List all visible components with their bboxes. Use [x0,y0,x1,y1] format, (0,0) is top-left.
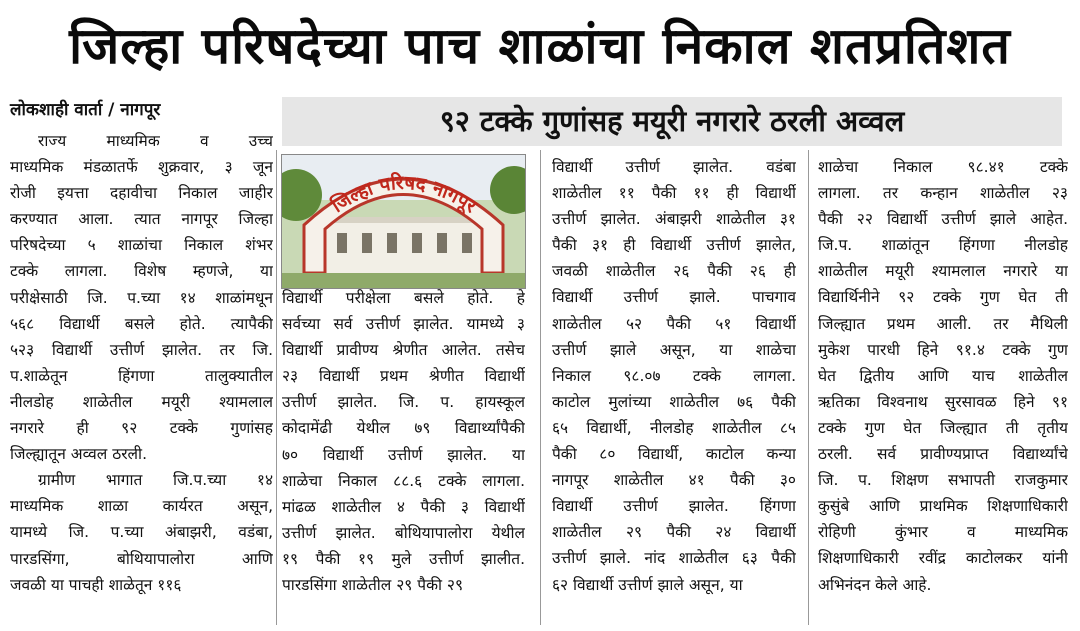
article-text-line: विद्यार्थी उत्तीर्ण झालेत. हिंगणा [552,497,796,516]
column-divider [808,150,809,625]
article-text-line: परिषदेच्या ५ शाळांचा निकाल शंभर [10,236,273,255]
article-text-line: शाळेचा निकाल ९८.४१ टक्के [818,158,1068,176]
article-text-line: लागला. तर कन्हान शाळेतील २३ [818,184,1068,203]
article-text-line: पैकी २२ विद्यार्थी उत्तीर्ण झाले आहेत. [818,210,1068,229]
article-column-2 [282,285,525,598]
article-text-line: शाळेतील ५२ पैकी ५१ विद्यार्थी [552,314,796,333]
article-text-line: पैकी ८० विद्यार्थी, काटोल कन्या [552,445,796,464]
article-text-line: कोदामेंढी येथील ७९ विद्यार्थ्यांपैकी [282,419,525,438]
article-text-line: नागपूर शाळेतील ४१ पैकी ३० [552,471,796,490]
article-text-line: पारडसिंगा शाळेतील २९ पैकी २९ [282,576,464,595]
byline: लोकशाही वार्ता / नागपूर [10,100,161,120]
article-text-line: माध्यमिक मंडळातर्फे शुक्रवार, ३ जून [10,158,273,177]
article-text-line: जिल्ह्यातून अव्वल ठरली. [10,445,147,464]
article-text-line: शाळेचा निकाल ८८.६ टक्के लागला. [282,471,525,490]
article-text-line: कुसुंबे आणि प्राथमिक शिक्षणाधिकारी [818,497,1068,516]
article-text-line: शिक्षणाधिकारी रवींद्र काटोलकर यांनी [818,549,1068,568]
article-text-line: उत्तीर्ण झालेत. बोथियापालोरा येथील [282,523,525,542]
article-text-line: घेत द्वितीय आणि याच शाळेतील [818,366,1068,385]
article-text-line: टक्के गुण घेत जिल्ह्यात ती तृतीय [818,418,1068,437]
article-text-line: १९ पैकी १९ मुले उत्तीर्ण झालीत. [282,549,525,568]
article-text-line: जवळी शाळेतील २६ पैकी २६ ही [552,262,796,281]
article-text-line: टक्के लागला. विशेष म्हणजे, या [10,262,273,281]
photo-illustration [282,155,525,288]
article-text-line: विद्यार्थी प्रावीण्य श्रेणीत आलेत. तसेच [282,341,525,360]
column-divider [540,150,541,625]
article-text-line: माध्यमिक शाळा कार्यरत असून, [10,497,273,516]
article-text-line: जि.प. शाळांतून हिंगणा नीलडोह [818,236,1068,255]
article-column-1 [10,128,273,598]
article-column-4 [818,154,1068,598]
article-column-3 [552,154,796,598]
article-text-line: शाळेतील मयूरी श्यामलाल नगरारे या [818,262,1068,281]
article-text-line: पैकी ३१ ही विद्यार्थी उत्तीर्ण झालेत, [552,236,796,255]
article-text-line: यामध्ये जि. प.च्या अंबाझरी, वडंबा, [10,523,273,542]
article-text-line: ग्रामीण भागात जि.प.च्या १४ [38,471,273,490]
article-text-line: प.शाळेतून हिंगणा तालुक्यातील [10,366,273,385]
article-text-line: निकाल ९८.०७ टक्के लागला. [552,366,796,385]
article-text-line: उत्तीर्ण झालेत. जि. प. हायस्कूल [282,393,525,412]
article-text-line: ठरली. सर्व प्रावीण्यप्राप्त विद्यार्थ्यांचे [818,445,1068,464]
article-text-line: उत्तीर्ण झालेत. अंबाझरी शाळेतील ३१ [552,210,796,229]
article-text-line: शाळेतील २९ पैकी २४ विद्यार्थी [552,523,796,542]
article-text-line: परीक्षेसाठी जि. प.च्या १४ शाळांमधून [10,288,273,307]
headline: जिल्हा परिषदेच्या पाच शाळांचा निकाल शतप्रतिशत [69,17,1011,75]
article-text-line: शाळेतील ११ पैकी ११ ही विद्यार्थी [552,184,796,203]
article-text-line: ६५ विद्यार्थी, नीलडोह शाळेतील ८५ [552,418,796,437]
article-text-line: मांढळ शाळेतील ४ पैकी ३ विद्यार्थी [282,497,525,516]
article-text-line: विद्यार्थी परीक्षेला बसले होते. हे [282,289,525,307]
article-text-line: उत्तीर्ण झाले असून, या शाळेचा [552,340,796,359]
column-divider [276,150,277,625]
article-text-line: ७० विद्यार्थी उत्तीर्ण झालेत. या [282,445,525,464]
article-text-line: मुकेश पारधी हिने ९१.४ टक्के गुण [818,340,1068,359]
article-text-line: विद्यार्थी उत्तीर्ण झाले. पाचगाव [552,288,796,307]
article-text-line: नीलडोह शाळेतील मयूरी श्यामलाल [10,392,273,411]
article-text-line: रोजी इयत्ता दहावीचा निकाल जाहीर [10,184,273,203]
article-text-line: सर्वच्या सर्व उत्तीर्ण झालेत. यामध्ये ३ [282,315,525,334]
article-text-line: राज्य माध्यमिक व उच्च [38,132,273,150]
subheadline: ९२ टक्के गुणांसह मयूरी नगरारे ठरली अव्वल [282,97,1062,146]
article-text-line: करण्यात आला. त्यात नागपूर जिल्हा [10,210,273,229]
article-text-line: अभिनंदन केले आहे. [818,575,932,594]
article-text-line: रोहिणी कुंभार व माध्यमिक [818,523,1068,542]
article-text-line: ५६८ विद्यार्थी बसले होते. त्यापैकी [10,314,273,333]
article-text-line: विद्यार्थिनीने ९२ टक्के गुण घेत ती [818,288,1068,307]
article-text-line: जि. प. शिक्षण सभापती राजकुमार [818,471,1068,490]
article-text-line: उत्तीर्ण झाले. नांद शाळेतील ६३ पैकी [552,549,796,568]
article-text-line: ऋतिका विश्वनाथ सुरसावळ हिने ९१ [818,392,1068,411]
zilla-parishad-building-photo [281,154,526,289]
article-text-line: ६२ विद्यार्थी उत्तीर्ण झाले असून, या [552,575,743,594]
article-text-line: पारडसिंगा, बोथियापालोरा आणि [10,549,273,568]
arch-sign-text: जिल्हा परिषद नागपूर [327,171,481,218]
article-text-line: जवळी या पाचही शाळेतून ११६ [10,575,182,594]
article-text-line: विद्यार्थी उत्तीर्ण झालेत. वडंबा [552,158,796,176]
article-text-line: २३ विद्यार्थी प्रथम श्रेणीत विद्यार्थी [282,367,525,386]
article-text-line: जिल्ह्यात प्रथम आली. तर मैथिली [818,314,1068,333]
article-text-line: ५२३ विद्यार्थी उत्तीर्ण झालेत. तर जि. [10,340,273,359]
article-text-line: नगरारे ही ९२ टक्के गुणांसह [10,419,273,438]
article-text-line: काटोल मुलांच्या शाळेतील ७६ पैकी [552,392,796,411]
